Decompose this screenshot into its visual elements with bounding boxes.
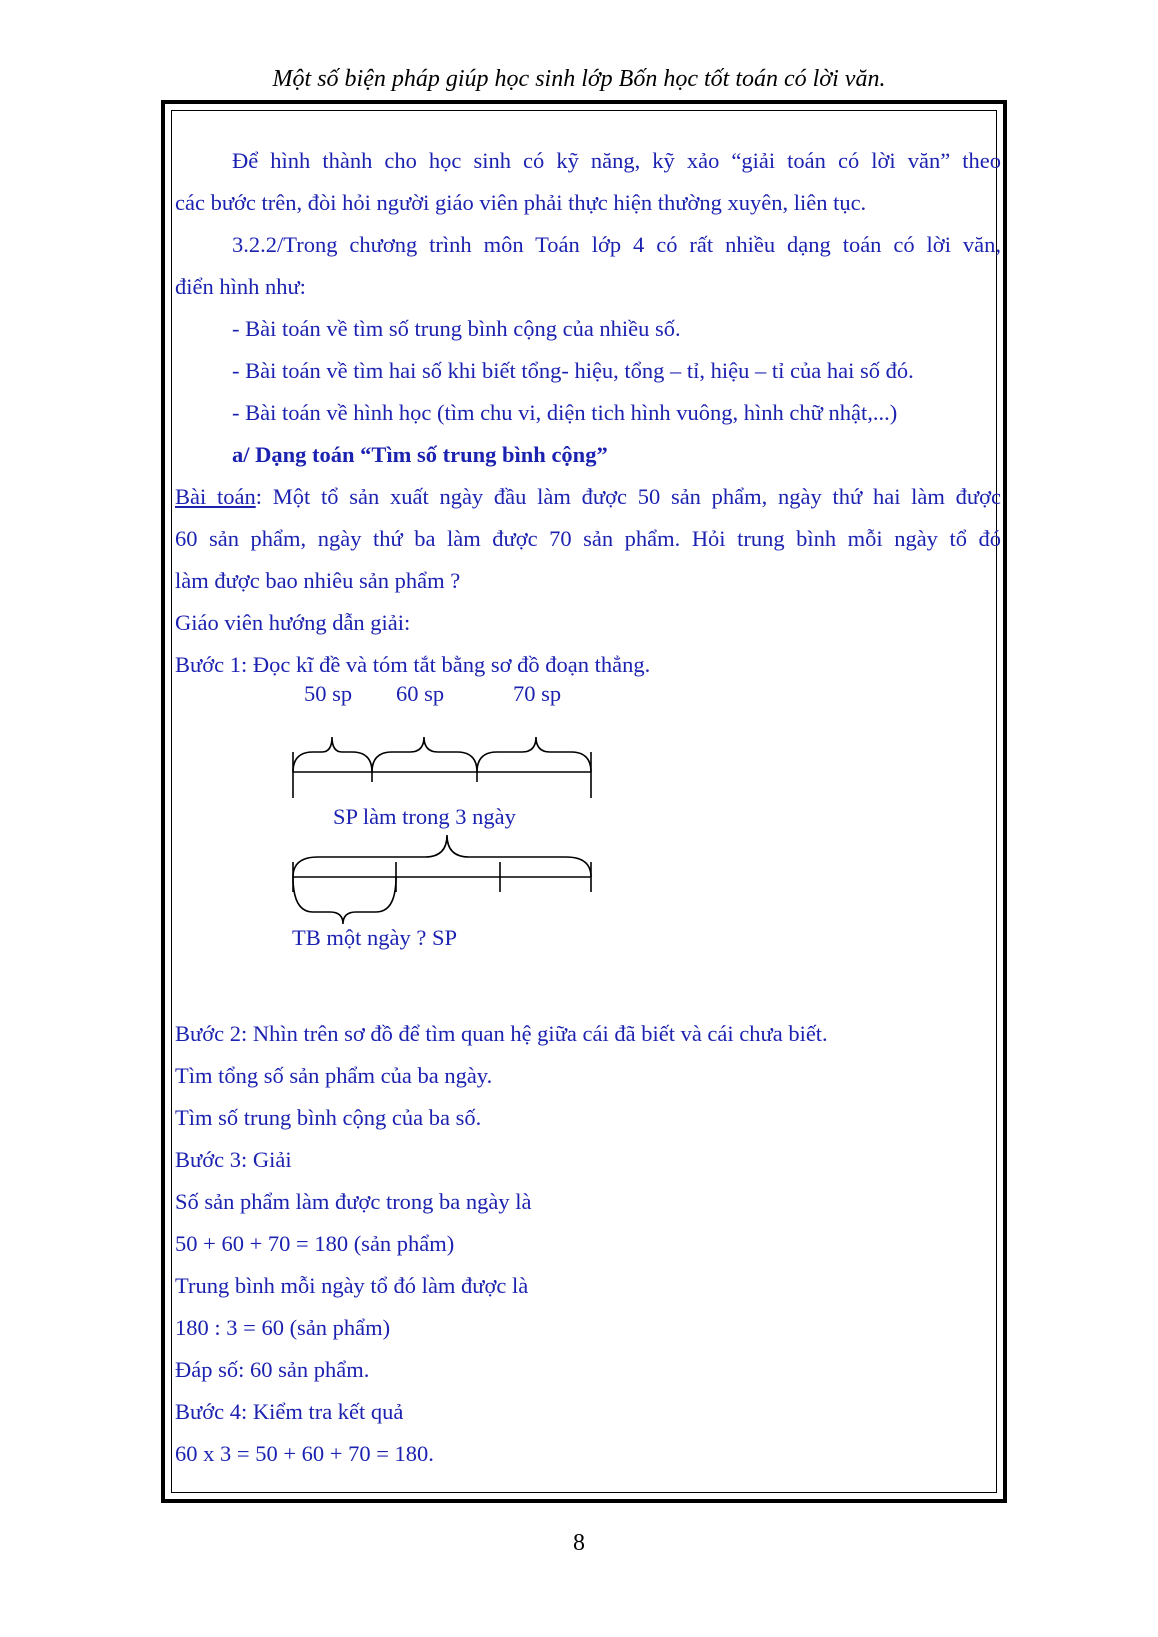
brace-total bbox=[293, 835, 591, 877]
average-label: TB một ngày ? SP bbox=[292, 925, 458, 950]
step-4: Bước 4: Kiểm tra kết quả bbox=[175, 1399, 404, 1424]
brace-average bbox=[293, 877, 396, 924]
paragraph-1-line-2: các bước trên, đòi hỏi người giáo viên phải thực hiện thường xuyên, liên tục. bbox=[175, 190, 867, 215]
segment-label-70: 70 sp bbox=[513, 681, 562, 706]
step-3-d: 180 : 3 = 60 (sản phẩm) bbox=[175, 1315, 391, 1340]
problem-line-2: 60 sản phẩm, ngày thứ ba làm được 70 sản phẩm. Hỏi trung bình mỗi ngày tổ đó bbox=[175, 526, 1001, 551]
page-number: 8 bbox=[573, 1530, 585, 1556]
segment-label-50: 50 sp bbox=[304, 681, 353, 706]
brace-50 bbox=[293, 737, 372, 772]
bullet-2: - Bài toán về tìm hai số khi biết tổng- hiệu, tổng – tỉ, hiệu – tỉ của hai số đó. bbox=[232, 358, 914, 383]
section-heading: a/ Dạng toán “Tìm số trung bình cộng” bbox=[232, 442, 608, 467]
step-2-a: Tìm tổng số sản phẩm của ba ngày. bbox=[175, 1063, 493, 1088]
page-header: Một số biện pháp giúp học sinh lớp Bốn học tốt toán có lời văn. bbox=[272, 66, 886, 92]
paragraph-1-line-1: Để hình thành cho học sinh có kỹ năng, kỹ xảo “giải toán có lời văn” theo bbox=[232, 148, 1001, 173]
step-2-b: Tìm số trung bình cộng của ba số. bbox=[175, 1105, 482, 1130]
step-2: Bước 2: Nhìn trên sơ đồ để tìm quan hệ giữa cái đã biết và cái chưa biết. bbox=[175, 1021, 828, 1046]
step-4-a: 60 x 3 = 50 + 60 + 70 = 180. bbox=[175, 1441, 434, 1466]
problem-text: : Một tổ sản xuất ngày đầu làm được 50 sản phẩm, ngày thứ hai làm được bbox=[255, 484, 1001, 509]
total-label: SP làm trong 3 ngày bbox=[333, 804, 516, 829]
step-3-e: Đáp số: 60 sản phẩm. bbox=[175, 1357, 370, 1382]
paragraph-2-line-1: 3.2.2/Trong chương trình môn Toán lớp 4 có rất nhiều dạng toán có lời văn, bbox=[232, 232, 1001, 257]
step-3-b: 50 + 60 + 70 = 180 (sản phẩm) bbox=[175, 1231, 455, 1256]
step-3-c: Trung bình mỗi ngày tổ đó làm được là bbox=[175, 1273, 529, 1298]
bullet-3: - Bài toán về hình học (tìm chu vi, diện tich hình vuông, hình chữ nhật,...) bbox=[232, 400, 898, 425]
problem-line-3: làm được bao nhiêu sản phẩm ? bbox=[175, 568, 461, 593]
problem-label: Bài toán bbox=[175, 484, 256, 509]
segment-label-60: 60 sp bbox=[396, 681, 445, 706]
guide-line: Giáo viên hướng dẫn giải: bbox=[175, 610, 411, 635]
brace-70 bbox=[477, 737, 591, 772]
bullet-1: - Bài toán về tìm số trung bình cộng của nhiều số. bbox=[232, 316, 681, 341]
brace-60 bbox=[372, 737, 477, 772]
step-3: Bước 3: Giải bbox=[175, 1147, 292, 1172]
paragraph-2-line-2: điển hình như: bbox=[175, 274, 306, 299]
step-3-a: Số sản phẩm làm được trong ba ngày là bbox=[175, 1189, 532, 1214]
step-1: Bước 1: Đọc kĩ đề và tóm tắt bằng sơ đồ đoạn thẳng. bbox=[175, 652, 651, 677]
